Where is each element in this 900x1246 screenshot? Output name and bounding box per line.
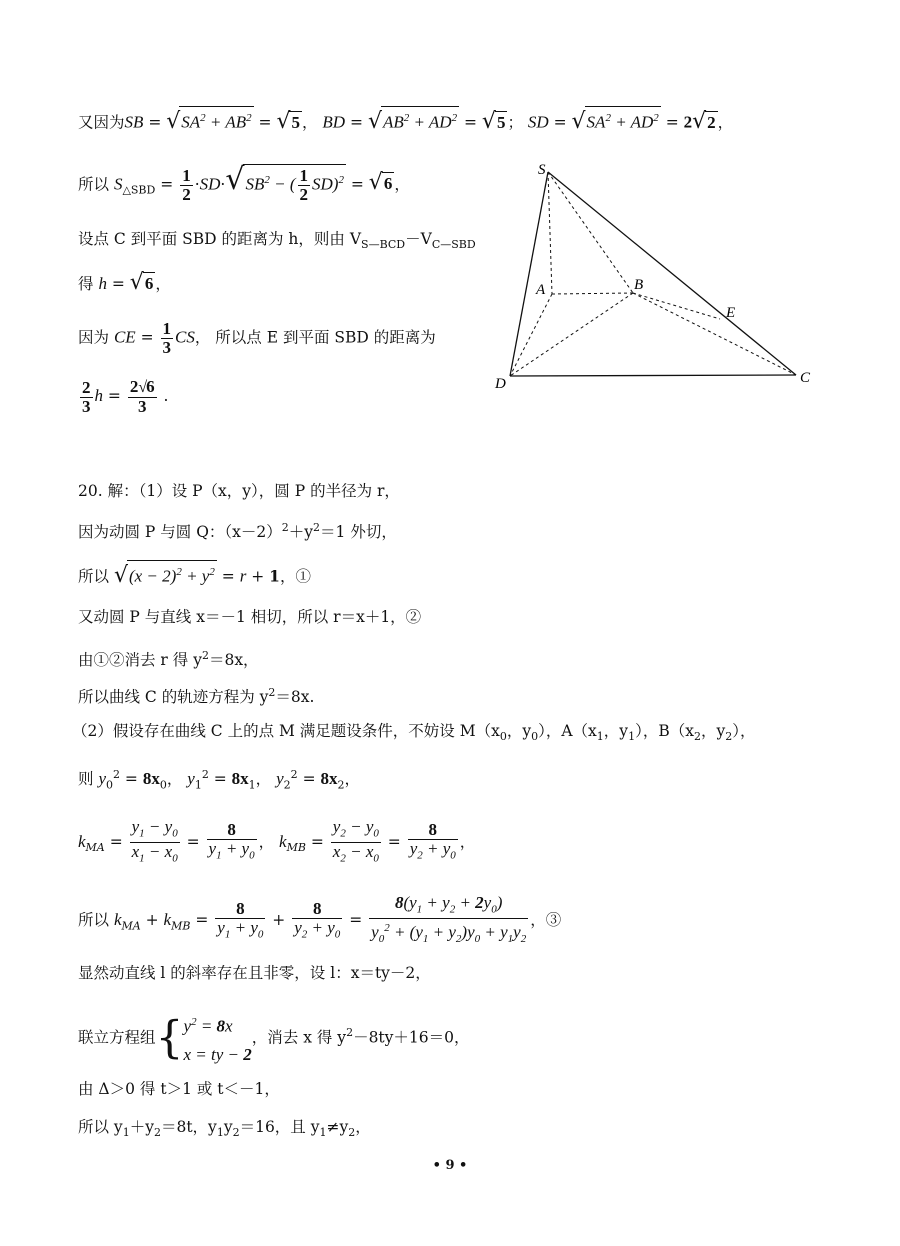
edge-SA bbox=[548, 172, 552, 294]
line-20-eq2: 又动圆 P 与直线 x＝－1 相切，所以 r＝x＋1，② bbox=[78, 608, 422, 626]
edge-BC bbox=[633, 293, 796, 375]
line-sb-bd-sd: 又因为SB = $√SA^2 + AB^2 = √5$ ， BD = $√AB^2 + AD^2 = √5$ ； SD = $√SA^2 + AD^2 = 2√2$ ， bbox=[78, 106, 733, 134]
edge-SC bbox=[548, 172, 796, 375]
edge-SB bbox=[548, 172, 633, 293]
label-E: E bbox=[726, 305, 736, 321]
line-20-discriminant: 由 Δ＞0 得 t＞1 或 t＜－1， bbox=[78, 1080, 280, 1098]
label-B: B bbox=[634, 277, 644, 293]
line-20-system: 联立方程组{ $y^2 = 8x$ x = ty − 2 ，消去 x 得 $y^2-8ty+16=0$， bbox=[78, 1012, 470, 1064]
line-h-value: 得 h = √6 ， bbox=[78, 270, 171, 295]
line-20-tangent-circle: 因为动圆 P 与圆 Q：$(x-2)^2+y^2=1$ 外切， bbox=[78, 521, 397, 542]
line-20-slopes: $k_{MA}$ = $\frac{y_1 - y_0}{x_1 - x_0}$ = $\frac{8}{y_1 + y_0}$ ， $k_{MB}$ = $\frac{y_2 - y_0}{x_2 - x_0}$ = $\frac{8}{y_2 + y_0}$ ， bbox=[78, 817, 476, 865]
pyramid-figure bbox=[490, 160, 820, 400]
line-20-eliminate: 由①②消去 r 得 $y^2=8x$， bbox=[78, 649, 259, 670]
line-20-part2: （2）假设存在曲线 C 上的点 M 满足题设条件，不妨设 $M(x_0$，$y_0$），$A(x_1$，$y_1$），$B(x_2$，$y_2$）， bbox=[72, 722, 756, 744]
edge-SD bbox=[510, 172, 548, 376]
line-area-sbd: 所以 $S_{\triangle SBD}$ = $\frac{1}{2}$ $\cdot SD\cdot√SB^2$ − ( $\frac{1}{2}$ SD)$^2$ = √6 ， bbox=[78, 162, 410, 204]
label-D: D bbox=[495, 376, 506, 392]
edge-AB bbox=[552, 293, 633, 294]
line-20-locus: 所以曲线 C 的轨迹方程为 $y^2=8x$. bbox=[78, 686, 315, 707]
line-e-distance: $\frac{2}{3}$ h = $\frac{2√6}{3}$ . bbox=[82, 377, 169, 416]
line-distance-h: 设点 C 到平面 SBD 的距离为 h，则由 $V_{S—BCD}-V_{C—SBD}$ bbox=[78, 230, 476, 252]
edge-DC bbox=[510, 375, 796, 376]
line-20-points-on-curve: 则 $y_0^2 = 8x_0$， $y_1^2 = 8x_1$， $y_2^2 = 8x_2$， bbox=[78, 768, 360, 792]
label-A: A bbox=[536, 282, 546, 298]
line-20-vieta: 所以 $y_1+y_2=8t$，$y_1y_2=16$，且 $y_1\ne y_2$， bbox=[78, 1118, 371, 1140]
line-20-intro: 20. 解：（1）设 P（x，y），圆 P 的半径为 r， bbox=[78, 482, 400, 500]
label-C: C bbox=[800, 370, 811, 386]
line-ce-cs: 因为 CE = $\frac{1}{3}$ CS， 所以点 E 到平面 SBD 的距离为 bbox=[78, 319, 436, 357]
page-number: • 9 • bbox=[432, 1158, 468, 1173]
line-20-eq1: 所以 $√(x - 2)^2 + y^2 = r + 1$，① bbox=[78, 560, 311, 588]
edge-BD bbox=[510, 293, 633, 376]
line-20-slope-sum: 所以 $k_{MA} + k_{MB}$ = $\frac{8}{y_1 + y_0}$ + $\frac{8}{y_2 + y_0}$ = $\frac{8(y_1 + y_2 + 2y_0)}{y_0^2 + (y_1 + y_2)y_0 + y_1y_2}$ ，③ bbox=[78, 893, 562, 946]
edge-AD bbox=[510, 294, 552, 376]
label-S: S bbox=[538, 162, 546, 178]
line-20-line-l: 显然动直线 l 的斜率存在且非零，设 l：x＝ty－2， bbox=[78, 964, 431, 982]
